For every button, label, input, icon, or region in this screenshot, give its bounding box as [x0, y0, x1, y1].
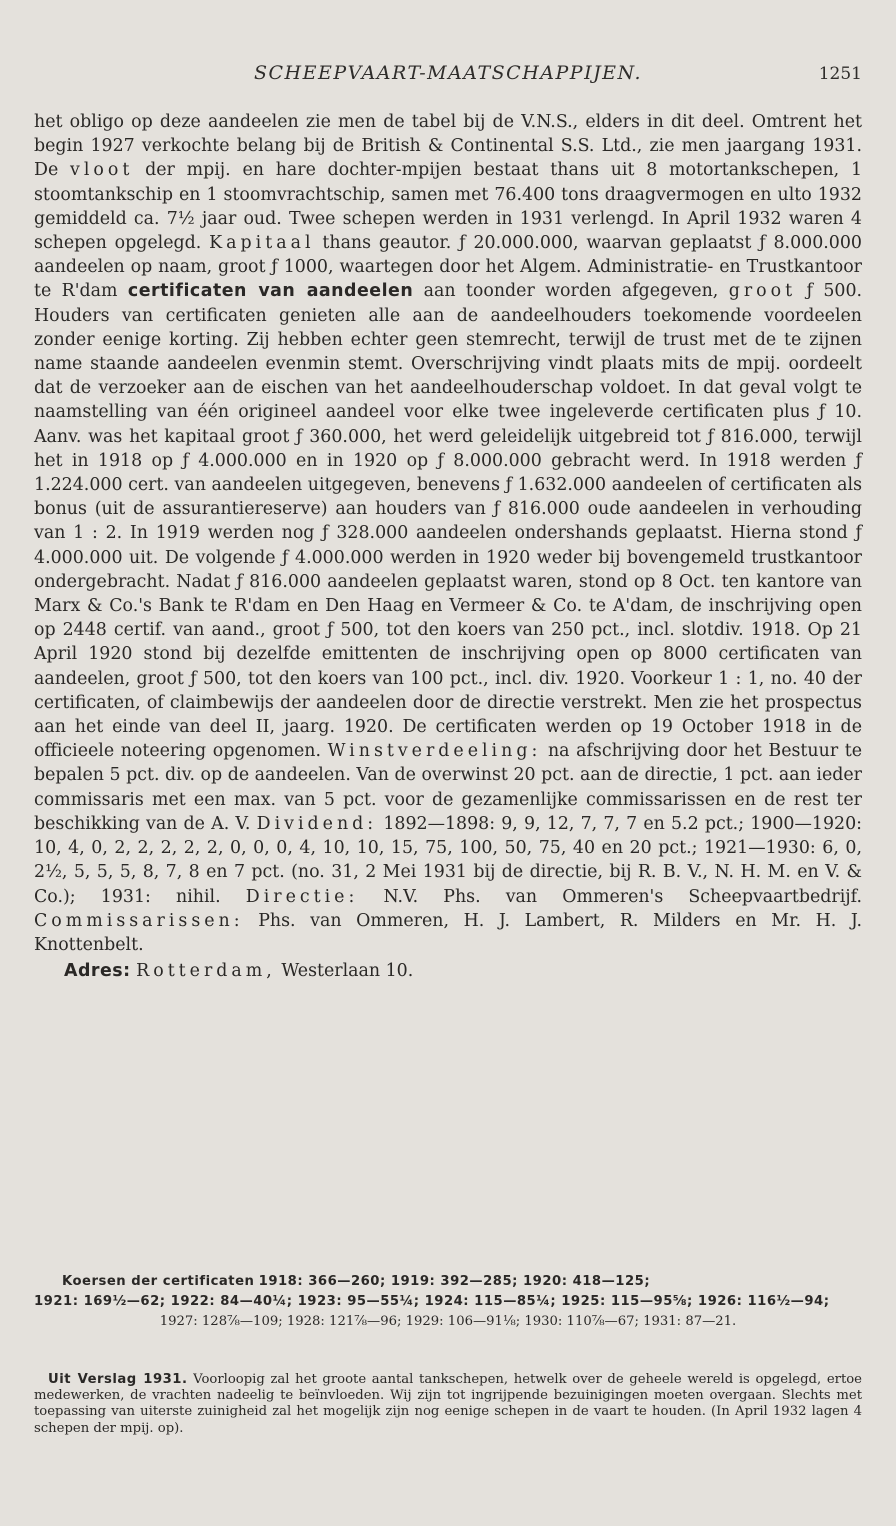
certificate-quotes	[34, 1272, 862, 1332]
report-paragraph	[34, 1372, 862, 1437]
main-paragraph	[34, 110, 862, 957]
term-groot: groot	[728, 281, 797, 302]
term-commissarissen: Commissarissen:	[34, 910, 244, 931]
term-directie: Directie:	[245, 886, 359, 907]
text-fleet-intro: het obligo op deze aandeelen zie men de tabel bij de V.N.S., elders in dit deel. Omtrent het begin 1927 verkochte belang bij de British & Continental S.S. Ltd., zie men jaargang 1931. De	[34, 112, 862, 181]
annual-report-excerpt	[34, 1372, 862, 1437]
running-title: SCHEEPVAART-MAATSCHAPPIJEN.	[253, 62, 643, 84]
quotes-label: Koersen der certificaten	[62, 1274, 255, 1289]
term-certificaten: certificaten van aandeelen	[127, 281, 414, 302]
report-text: Voorloopig zal het groote aantal tankschepen, hetwelk over de geheele wereld is opgelegd, ertoe medewerken, de vrachten nadeelig te beïnvloeden. Wij zijn tot ingrijpende bezuinigingen moeten overgaan. Slechts met toepassing van uiterste zuinigheid zal het mogelijk zijn nog eenige schepen in de vaart te houden. (In April 1932 lagen 4 schepen der mpij. op).	[34, 1372, 862, 1436]
term-vloot: vloot	[70, 160, 134, 181]
page-header	[34, 62, 862, 92]
quotes-line-3	[34, 1312, 862, 1332]
text-capital-history: ƒ 500. Houders van certificaten genieten alle aan de aandeelhouders toekomende voordeelen zonder eenige korting. Zij hebben echter geen stemrecht, terwijl de trust met de te zijnen name staande aandeelen evenmin stemt. Overschrijving vindt plaats mits de mpij. oordeelt dat de verzoeker aan de eischen van het aandeelhouderschap voldoet. In dat geval volgt te naamstelling van één origineel aandeel voor elke twee ingeleverde certificaten plus ƒ 10. Aanv. was het kapitaal groot ƒ 360.000, het werd geleidelijk uitgebreid tot ƒ 816.000, terwijl het in 1918 op ƒ 4.000.000 en in 1920 op ƒ 8.000.000 gebracht werd. In 1918 werden ƒ 1.224.000 cert. van aandeelen uitgegeven, benevens ƒ 1.632.000 aandeelen of certificaten als bonus (uit de assurantiereserve) aan houders van ƒ 816.000 oude aandeelen in verhouding van 1 : 2. In 1919 werden nog ƒ 328.000 aandeelen ondershands geplaatst. Hierna stond ƒ 4.000.000 uit. De volgende ƒ 4.000.000 werden in 1920 weder bij bovengemeld trustkantoor ondergebracht. Nadat ƒ 816.000 aandeelen geplaatst waren, stond op 8 Oct. ten kantore van Marx & Co.'s Bank te R'dam en Den Haag en Vermeer & Co. te A'dam, de inschrijving open op 2448 certif. van aand., groot ƒ 500, tot den koers van 250 pct., incl. slotdiv. 1918. Op 21 April 1920 stond bij dezelfde emittenten de inschrijving open op 8000 certificaten van aandeelen, groot ƒ 500, tot den koers van 100 pct., incl. div. 1920. Voorkeur 1 : 1, no. 40 der certificaten, of claimbewijs der aandeelen door de directie verstrekt. Men zie het prospectus aan het einde van deel II, jaarg. 1920. De certificaten werden op 19 October 1918 in de officieele noteering opgenomen.	[34, 281, 863, 762]
quotes-line-2	[34, 1292, 862, 1312]
term-kapitaal: Kapitaal	[209, 233, 315, 254]
term-dividend: Dividend:	[256, 813, 378, 834]
quotes-line-1	[34, 1272, 862, 1292]
quotes-values-2: 1921: 169½—62; 1922: 84—40¼; 1923: 95—55¼; 1924: 115—85¼; 1925: 115—95⅝; 1926: 116½—94;	[34, 1294, 830, 1309]
text-certificates-issued: aan toonder worden afgegeven,	[423, 281, 719, 302]
address-line	[34, 959, 862, 983]
page-number: 1251	[818, 64, 862, 84]
address-city: Rotterdam,	[136, 961, 276, 982]
text-commissarissen: Phs. van Ommeren, H. J. Lambert, R. Milders en Mr. H. J. Knottenbelt.	[34, 910, 862, 955]
report-label: Uit Verslag 1931.	[48, 1372, 188, 1387]
text-fleet-details: der mpij. en hare dochter-mpijen bestaat thans uit 8 motortankschepen, 1 stoomtankschip en 1 stoomvrachtschip, samen met 76.400 tons draagvermogen en ulto 1932 gemiddeld ca. 7½ jaar oud. Twee schepen werden in 1931 verlengd. In April 1932 waren 4 schepen opgelegd.	[34, 160, 863, 254]
text-directie: N.V. Phs. van Ommeren's Scheepvaartbedrijf.	[383, 886, 862, 907]
text-profit-distribution: na afschrijving door het Bestuur te bepalen 5 pct. div. op de aandeelen. Van de overwinst 20 pct. aan de directie, 1 pct. aan ieder commissaris met een max. van 5 pct. voor de gezamenlijke commissarissen en de rest ter beschikking van de A. V.	[34, 741, 863, 834]
text-dividend-history: 1892—1898: 9, 9, 12, 7, 7, 7 en 5.2 pct.; 1900—1920: 10, 4, 0, 2, 2, 2, 2, 2, 0, 0, 0, 4, 10, 10, 15, 75, 100, 50, 75, 40 en 20 pct.; 1921—1930: 6, 0, 2½, 5, 5, 5, 8, 7, 8 en 7 pct. (no. 31, 2 Mei 1931 bij de directie, bij R. B. V., N. H. M. en V. & Co.); 1931: nihil.	[34, 813, 862, 907]
quotes-values-1: 1918: 366—260; 1919: 392—285; 1920: 418—125;	[258, 1274, 651, 1289]
quotes-values-3: 1927: 128⅞—109; 1928: 121⅞—96; 1929: 106—91⅛; 1930: 110⅞—67; 1931: 87—21.	[159, 1314, 737, 1329]
term-winstverdeeling: Winstverdeeling:	[327, 741, 542, 762]
company-description	[34, 110, 862, 983]
address-label: Adres:	[64, 961, 131, 982]
text-capital-details: thans geautor. ƒ 20.000.000, waarvan geplaatst ƒ 8.000.000 aandeelen op naam, groot ƒ 1000, waartegen door het Algem. Administratie- en Trustkantoor te R'dam	[34, 233, 862, 302]
address-street: Westerlaan 10.	[281, 961, 414, 982]
